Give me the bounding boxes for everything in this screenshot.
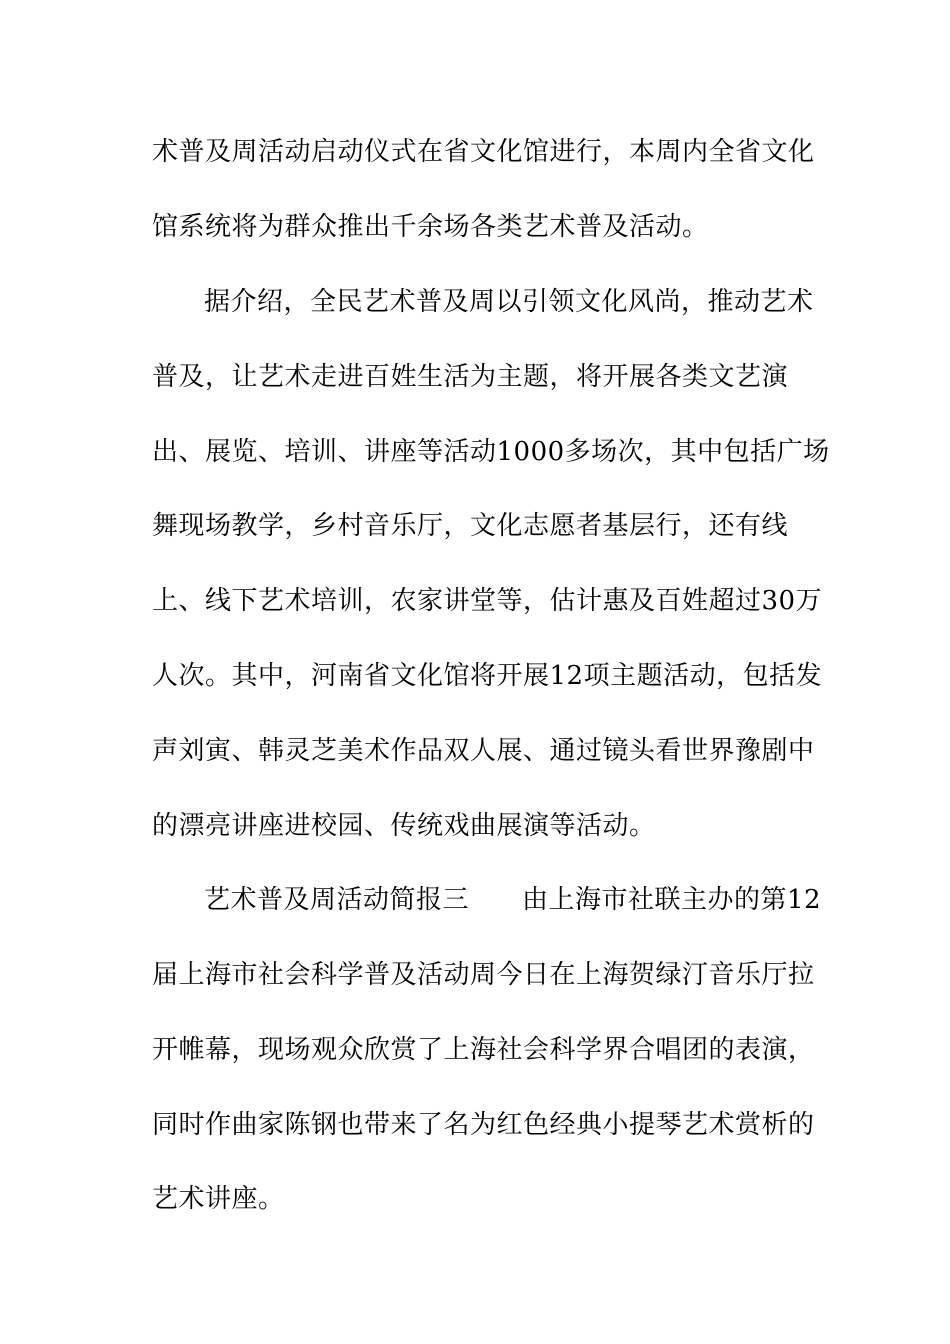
text-line-9: 声刘寅、韩灵芝美术作品双人展、通过镜头看世界豫剧中	[152, 736, 815, 766]
text-line-1: 术普及周活动启动仪式在省文化馆进行，本周内全省文化	[152, 137, 815, 167]
text-line-2: 馆系统将为群众推出千余场各类艺术普及活动。	[152, 212, 709, 242]
text-line-14: 同时作曲家陈钢也带来了名为红色经典小提琴艺术赏析的	[152, 1110, 815, 1140]
text-line-6: 舞现场教学，乡村音乐厅，文化志愿者基层行，还有线	[152, 511, 789, 541]
text-line-12: 届上海市社会科学普及活动周今日在上海贺绿汀音乐厅拉	[152, 960, 815, 990]
text-line-13: 开帷幕，现场观众欣赏了上海社会科学界合唱团的表演，	[152, 1035, 815, 1065]
text-line-8: 人次。其中，河南省文化馆将开展12项主题活动，包括发	[152, 661, 823, 691]
text-line-10: 的漂亮讲座进校园、传统戏曲展演等活动。	[152, 811, 656, 841]
text-line-5: 出、展览、培训、讲座等活动1000多场次，其中包括广场	[152, 437, 830, 467]
text-line-11: 艺术普及周活动简报三 由上海市社联主办的第12	[204, 885, 822, 915]
text-line-7: 上、线下艺术培训，农家讲堂等，估计惠及百姓超过30万	[152, 586, 823, 616]
text-line-4: 普及，让艺术走进百姓生活为主题，将开展各类文艺演	[152, 362, 789, 392]
text-line-15: 艺术讲座。	[152, 1184, 285, 1214]
text-line-3: 据介绍，全民艺术普及周以引领文化风尚，推动艺术	[204, 287, 814, 317]
